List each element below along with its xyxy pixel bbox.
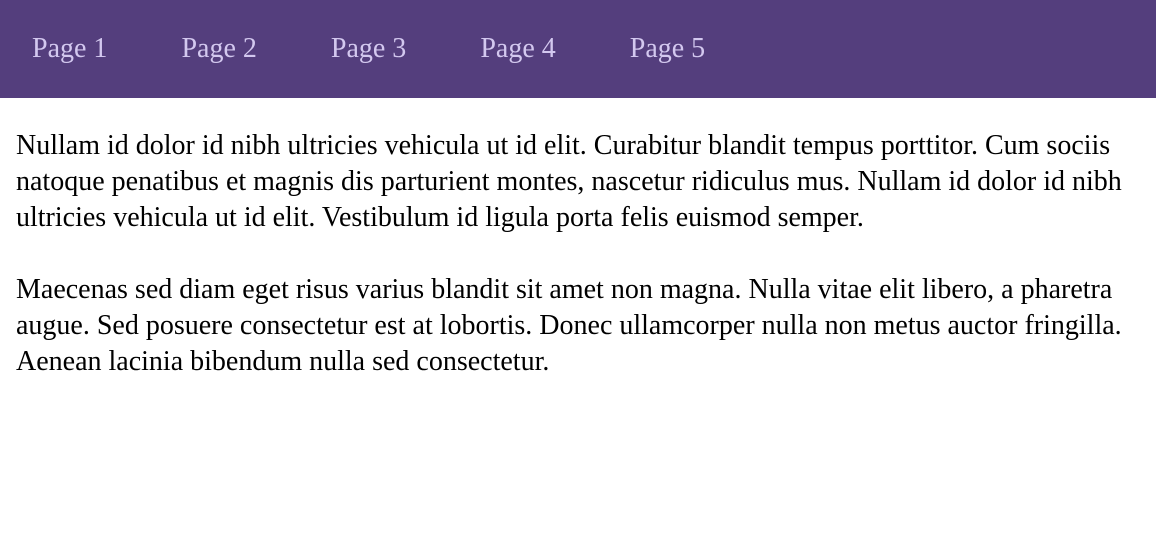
top-navigation-bar xyxy=(0,0,1156,98)
paragraph-2: Maecenas sed diam eget risus varius blandit sit amet non magna. Nulla vitae elit libero, a pharetra augue. Sed posuere consectetur est at lobortis. Donec ullamcorper nulla non metus auctor fringilla. Aenean lacinia bibendum nulla sed consectetur. xyxy=(16,274,1122,377)
nav-link-page-1[interactable]: Page 1 xyxy=(32,33,108,64)
paragraph-1: Nullam id dolor id nibh ultricies vehicula ut id elit. Curabitur blandit tempus porttitor. Cum sociis natoque penatibus et magnis dis parturient montes, nascetur ridiculus mus. Nullam id dolor id nibh ultricies vehicula ut id elit. Vestibulum id ligula porta felis euismod semper. xyxy=(16,130,1122,233)
nav-link-page-4[interactable]: Page 4 xyxy=(480,33,556,64)
nav-link-page-3[interactable]: Page 3 xyxy=(330,33,407,64)
main-content xyxy=(0,98,1156,380)
nav-link-page-2[interactable]: Page 2 xyxy=(181,33,257,64)
nav-link-page-5[interactable]: Page 5 xyxy=(629,33,706,64)
